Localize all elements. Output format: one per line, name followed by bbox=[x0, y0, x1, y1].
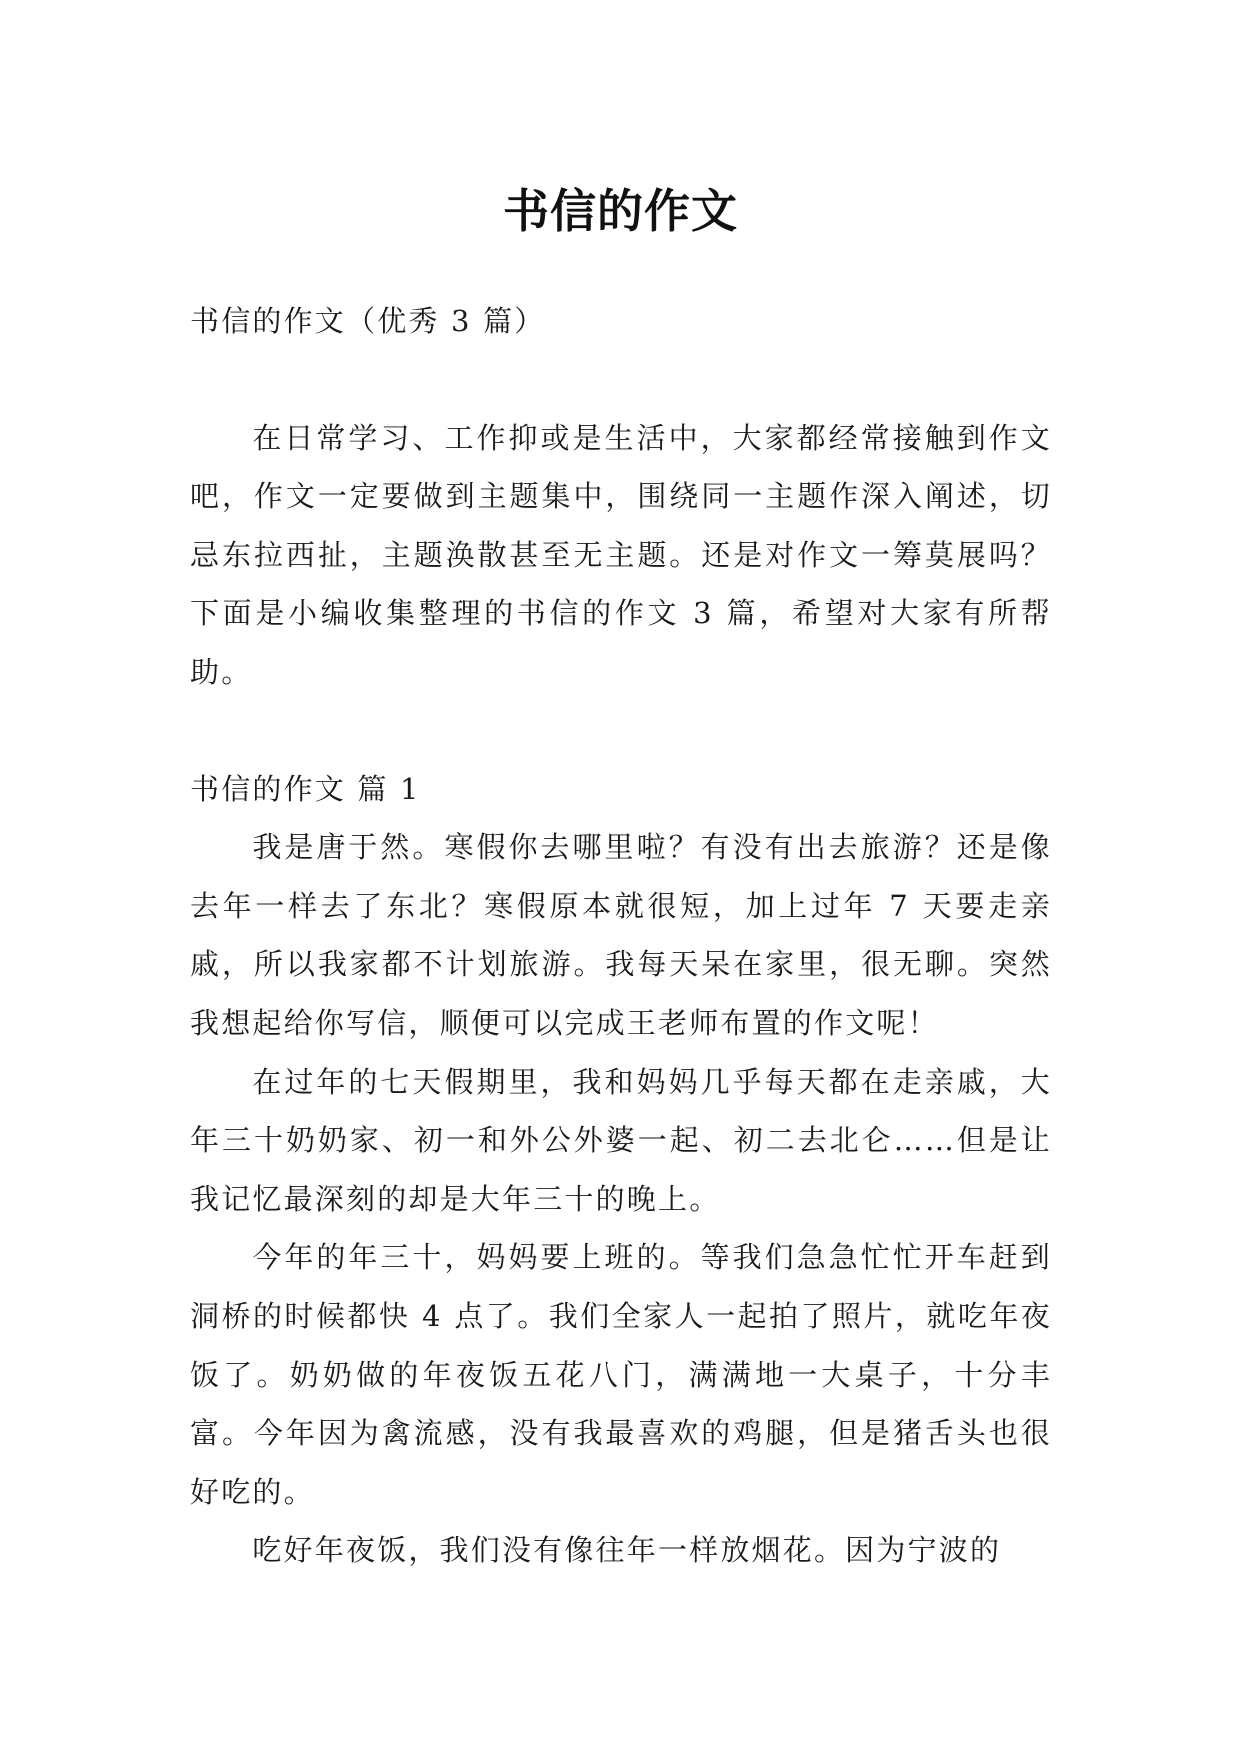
body-paragraph: 今年的年三十，妈妈要上班的。等我们急急忙忙开车赶到洞桥的时候都快 4 点了。我们全家人一起拍了照片，就吃年夜饭了。奶奶做的年夜饭五花八门，满满地一大桌子，十分丰富。今年因为禽流感，没有我最喜欢的鸡腿，但是猪舌头也很好吃的。 bbox=[190, 1240, 1052, 1509]
document-subtitle: 书信的作文（优秀 3 篇） bbox=[190, 304, 546, 338]
body-paragraph: 在过年的七天假期里，我和妈妈几乎每天都在走亲戚，大年三十奶奶家、初一和外公外婆一起、初二去北仑……但是让我记忆最深刻的却是大年三十的晚上。 bbox=[190, 1064, 1052, 1216]
intro-paragraph: 在日常学习、工作抑或是生活中，大家都经常接触到作文吧，作文一定要做到主题集中，围绕同一主题作深入阐述，切忌东拉西扯，主题涣散甚至无主题。还是对作文一筹莫展吗？下面是小编收集整理的书信的作文 3 篇，希望对大家有所帮助。 bbox=[190, 420, 1052, 689]
document-title: 书信的作文 bbox=[503, 183, 738, 238]
body-paragraph: 我是唐于然。寒假你去哪里啦？有没有出去旅游？还是像去年一样去了东北？寒假原本就很短，加上过年 7 天要走亲戚，所以我家都不计划旅游。我每天呆在家里，很无聊。突然我想起给你写信，顺便可以完成王老师布置的作文呢！ bbox=[190, 830, 1052, 1040]
body-paragraph: 吃好年夜饭，我们没有像往年一样放烟花。因为宁波的 bbox=[252, 1533, 1002, 1568]
section-heading: 书信的作文 篇 1 bbox=[190, 771, 421, 806]
document-body bbox=[190, 292, 1052, 1580]
